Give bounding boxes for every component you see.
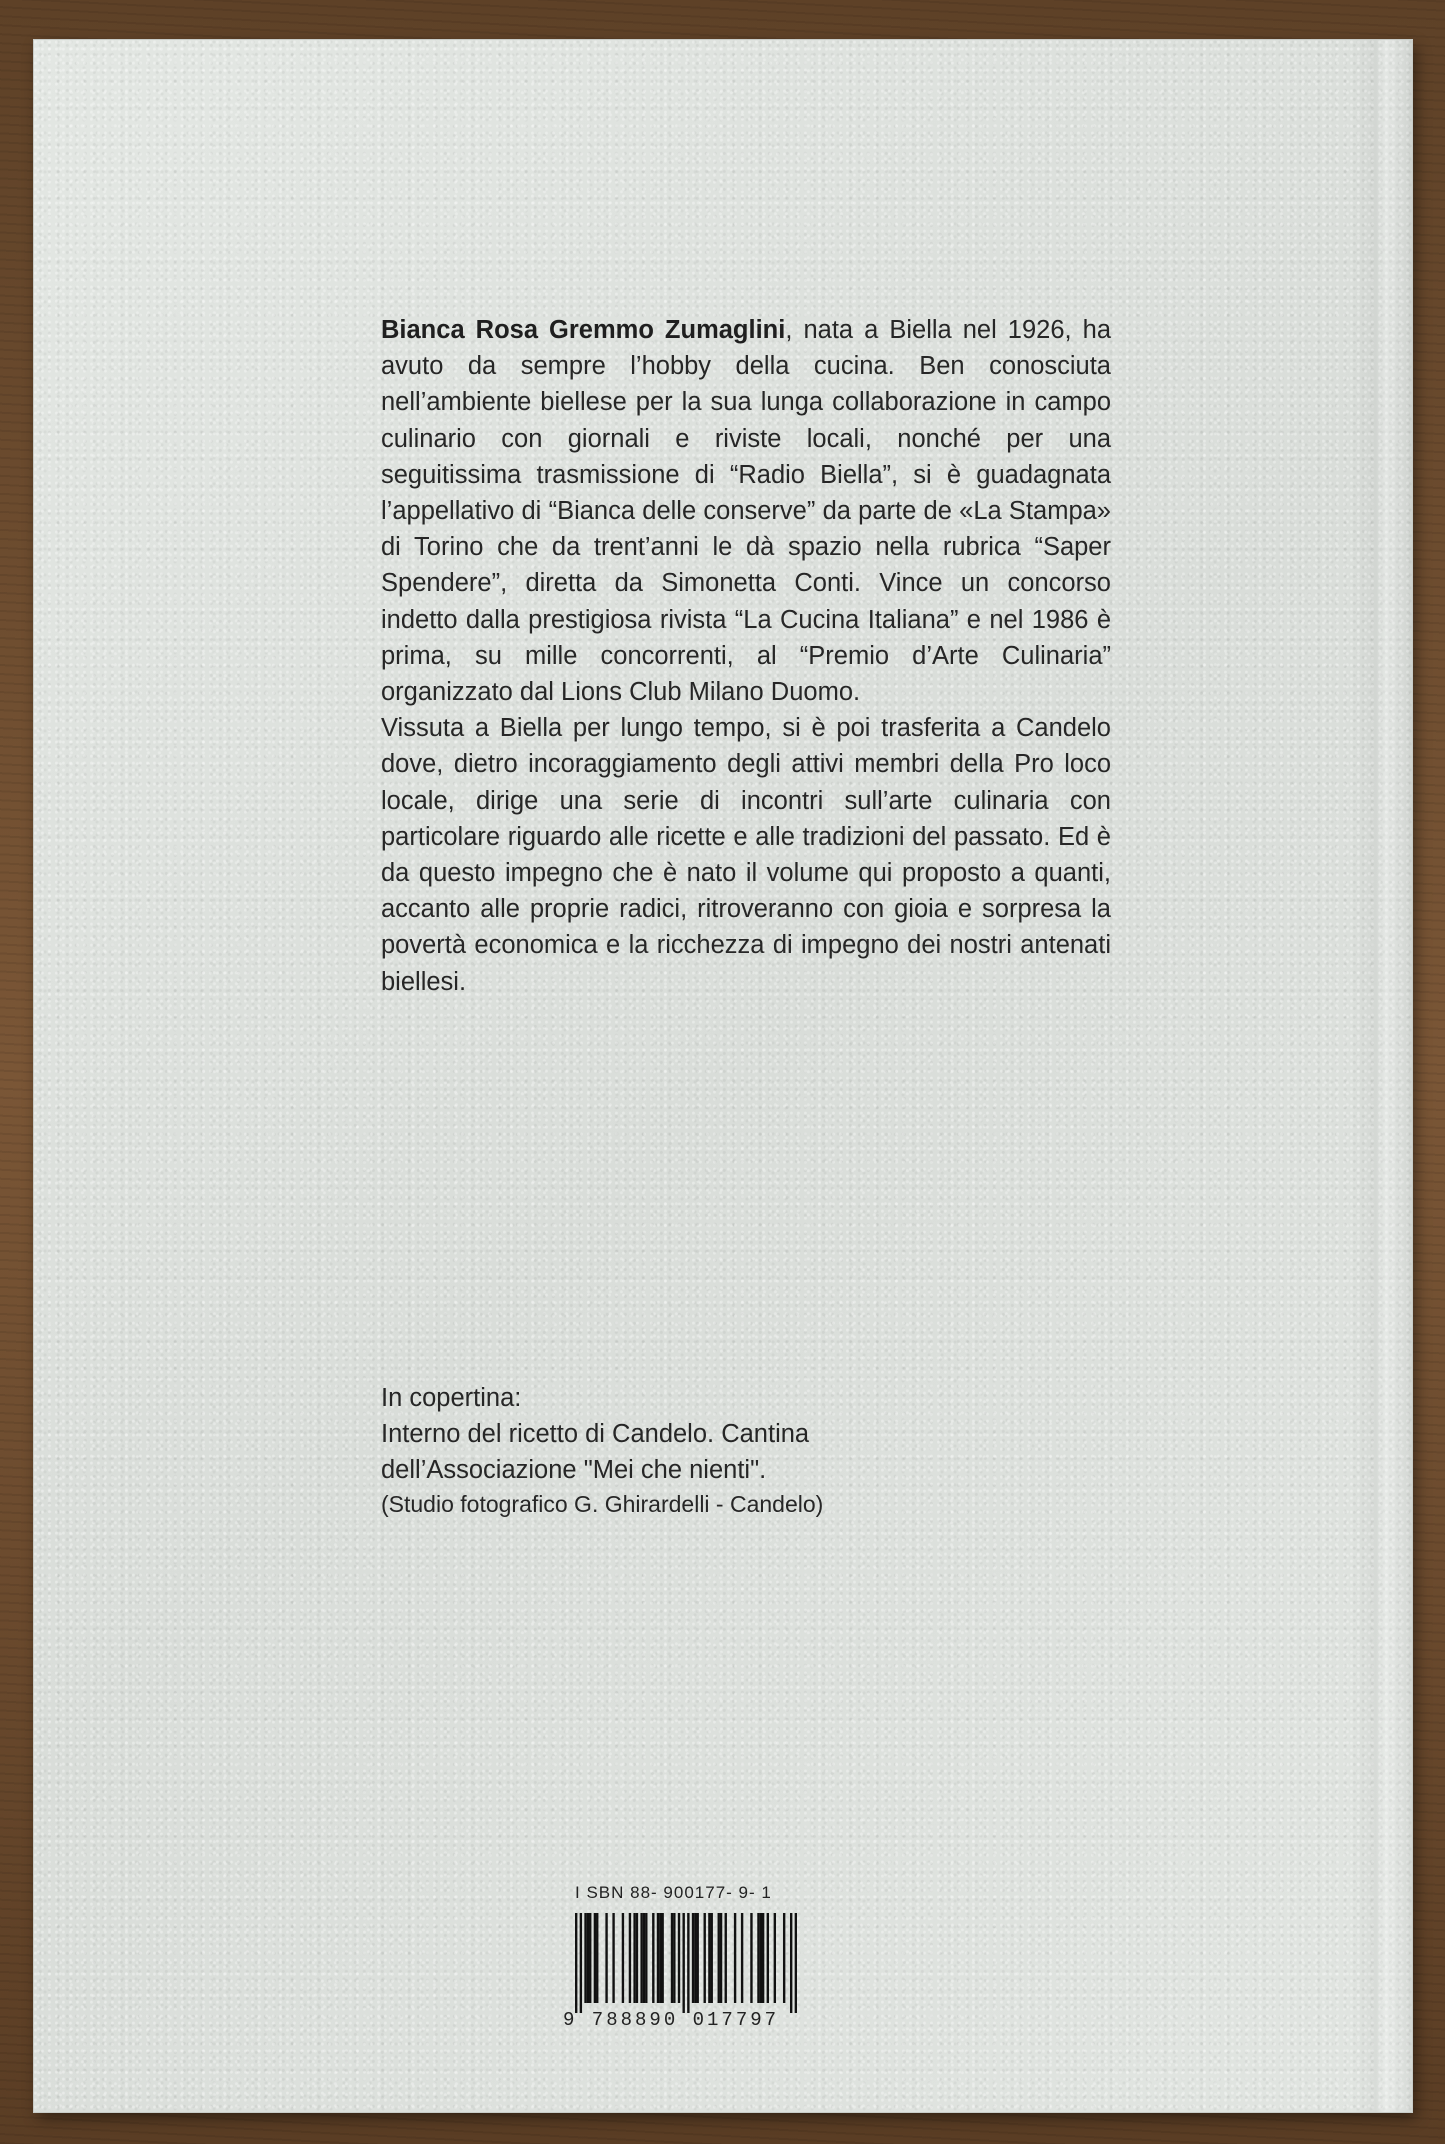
- isbn-label: I SBN 88- 900177- 9- 1: [575, 1883, 772, 1902]
- barcode-bar: [783, 1913, 785, 2003]
- author-name: Bianca Rosa Gremmo Zumaglini: [381, 316, 786, 344]
- photo-credit: (Studio fotografico G. Ghirardelli - Candelo): [381, 1491, 824, 1517]
- barcode-bar: [682, 1913, 684, 2013]
- barcode-bar: [687, 1913, 689, 2013]
- barcode-bar: [720, 1913, 722, 2003]
- barcode-bar: [694, 1913, 696, 2003]
- barcode-bar: [718, 1913, 720, 2003]
- barcode-bar: [605, 1913, 607, 2003]
- barcode-bar: [589, 1913, 591, 2003]
- cover-credit: [381, 1380, 981, 1520]
- barcode-bar: [643, 1913, 645, 2003]
- barcode-bar: [790, 1913, 792, 2013]
- barcode-bar: [760, 1913, 762, 2003]
- barcode-bar: [671, 1913, 673, 2003]
- barcode-bar: [645, 1913, 647, 2003]
- barcode-bar: [697, 1913, 699, 2003]
- barcode-bar: [657, 1913, 659, 2003]
- barcode-bar: [750, 1913, 752, 2003]
- barcode-bar: [580, 1913, 582, 2013]
- barcode-bar: [708, 1913, 710, 2003]
- barcode-bar: [704, 1913, 706, 2003]
- author-biography: [381, 312, 1111, 1000]
- barcode-bar: [678, 1913, 680, 2003]
- bio-paragraph-2: Vissuta a Biella per lungo tempo, si è poi trasferita a Candelo dove, dietro incoraggiamento degli attivi membri della Pro loco locale, dirige una serie di incontri sull’arte culinaria con particolare riguardo alle ricette e alle tradizioni del passato. Ed è da questo impegno che è nato il volume qui proposto a quanti, accanto alle proprie radici, ritroveranno con gioia e sorpresa la povertà economica e la ricchezza di impegno dei nostri antenati biellesi.: [381, 714, 1111, 996]
- barcode-bar: [711, 1913, 713, 2003]
- barcode-bar: [622, 1913, 624, 2003]
- barcode-bar: [741, 1913, 743, 2003]
- barcode-bar: [725, 1913, 727, 2003]
- barcode-bar: [774, 1913, 776, 2003]
- cover-credit-line-2: dell’Associazione "Mei che nienti".: [381, 1456, 767, 1484]
- barcode-bar: [692, 1913, 694, 2003]
- barcode-bar: [596, 1913, 598, 2003]
- bio-paragraph-1-text: , nata a Biella nel 1926, ha avuto da sempre l’hobby della cucina. Ben conosciuta nell’ambiente biellese per la sua lunga collaborazione in campo culinario con giornali e riviste locali, nonché per una seguitissima trasmissione di “Radio Biella”, si è guadagnata l’appellativo di “Bianca delle conserve” da parte de «La Stampa» di Torino che da trent’anni le dà spazio nella rubrica “Saper Spendere”, diretta da Simonetta Conti. Vince un concorso indetto dalla prestigiosa rivista “La Cucina Italiana” e nel 1986 è prima, su mille concorrenti, al “Premio d’Arte Culinaria” organizzato dal Lions Club Milano Duomo.: [381, 316, 1112, 707]
- barcode-bar: [584, 1913, 586, 2003]
- cover-credit-label: In copertina:: [381, 1384, 522, 1412]
- barcode-bar: [673, 1913, 675, 2003]
- barcode-bar: [575, 1913, 577, 2013]
- barcode-bar: [612, 1913, 614, 2003]
- bio-paragraph-1: [381, 312, 1111, 710]
- barcode-bar: [734, 1913, 736, 2003]
- barcode-bar: [640, 1913, 642, 2003]
- barcode-bar: [594, 1913, 596, 2003]
- ean-digits: 9 788890 017797: [563, 2009, 780, 2031]
- cover-edge-shading: [1352, 40, 1412, 2112]
- barcode-bar: [587, 1913, 589, 2003]
- barcode-bar: [629, 1913, 631, 2003]
- barcode: [575, 1913, 797, 2013]
- barcode-bar: [795, 1913, 797, 2013]
- barcode-bar: [633, 1913, 635, 2003]
- barcode-bar: [767, 1913, 769, 2003]
- barcode-bar: [757, 1913, 759, 2003]
- barcode-bar: [636, 1913, 638, 2003]
- barcode-bar: [652, 1913, 654, 2003]
- cover-credit-line-1: Interno del ricetto di Candelo. Cantina: [381, 1420, 810, 1448]
- book-back-cover: [34, 40, 1412, 2112]
- barcode-bar: [661, 1913, 663, 2003]
- barcode-bar: [659, 1913, 661, 2003]
- isbn-barcode-block: [563, 1883, 803, 2033]
- barcode-bar: [762, 1913, 764, 2003]
